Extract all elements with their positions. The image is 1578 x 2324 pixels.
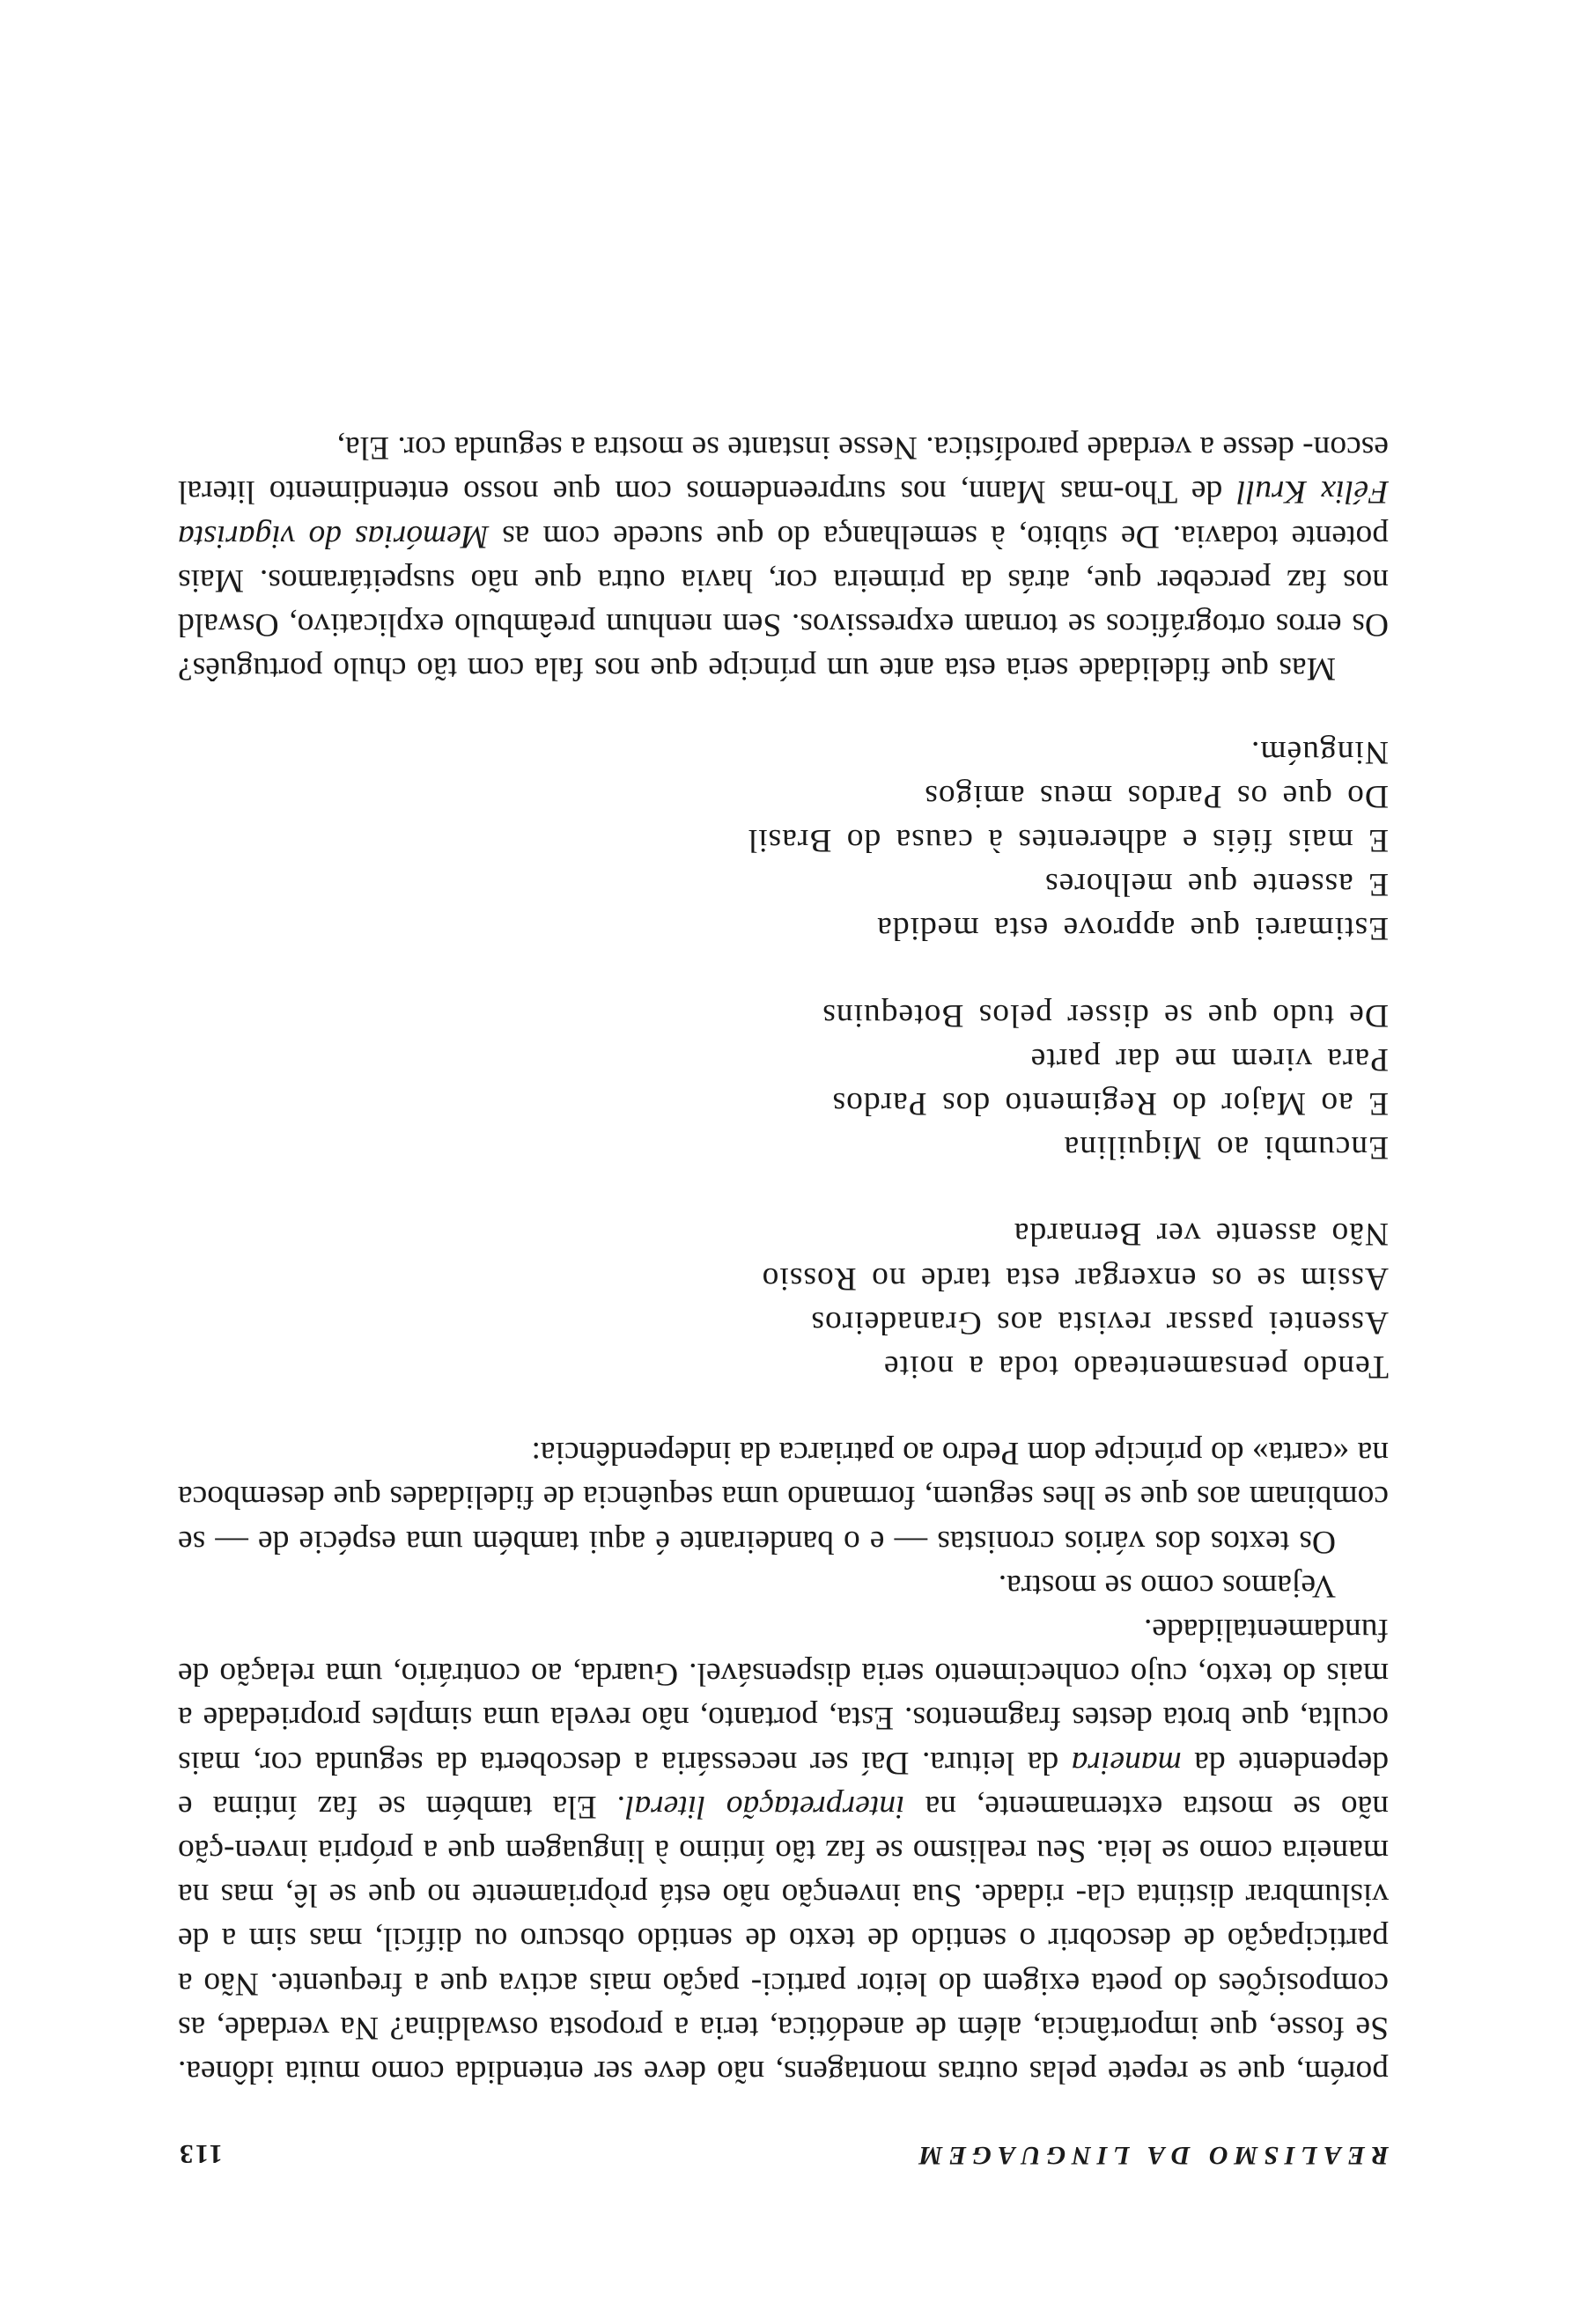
paragraph-3: [178, 425, 1389, 690]
verse-line: Para virem me dar parte: [1029, 1041, 1389, 1077]
stanza-1: [178, 1211, 1389, 1388]
text-line: muita idônea. Se fosse, que importância, além de anedótica, teria a proposta: [178, 2009, 1389, 2090]
text-line: ção não se mostra externamente, na: [177, 1788, 1389, 1869]
text-line: íntima e dependente da: [177, 1744, 1389, 1825]
verse-line: E ao Major do Regimento dos Pardos: [831, 1085, 1389, 1122]
paragraph-1: [178, 1607, 1389, 2093]
text-line: seria dispensável. Guarda, ao contrário, uma relação de fundamentalidade.: [177, 1611, 1389, 1693]
text-line: . Ela também se faz: [317, 1788, 626, 1825]
text-line: da segunda cor, mais oculta, que brota destes fragmentos. Esta, portanto,: [177, 1700, 1389, 1781]
text-line: de Tho-: [1113, 474, 1237, 511]
verse-line: Estimarei que approve esta medida: [876, 910, 1389, 947]
italic-title: Memórias do vigarista Félix Krull: [178, 474, 1389, 555]
text-line: não revela uma simples propriedade a mais do texto, cujo conhecimento: [178, 1656, 1389, 1737]
text-line: de fidelidades que desemboca na «carta» do príncipe dom Pedro ao patriarca: [178, 1435, 1389, 1516]
running-head: [178, 2126, 1389, 2170]
text-line: de texto de sentido obscuro ou difícil, mas sim a de vislumbrar distinta cla-: [178, 1877, 1389, 1958]
text-line: Vejamos como se mostra.: [998, 1567, 1336, 1604]
text-line: Os textos dos vários cronistas — e o bandeirante é aqui também uma: [405, 1523, 1336, 1560]
verse-line: Assentei passar revista aos Granadeiros: [810, 1304, 1389, 1341]
page-number: 113: [178, 2139, 223, 2170]
text-line: como se leia. Seu realismo se faz tão íntimo à linguagem que a própria inven-: [224, 1832, 1273, 1869]
text-line: chulo português? Os erros ortográficos se tornam expressivos. Sem nenhum: [177, 607, 1389, 688]
text-line: oswaldina? Na verdade, as composições do poeta exigem do leitor partici-: [178, 1965, 1389, 2046]
verse-line: E mais fiéis e adherentes à causa do Brasil: [747, 821, 1389, 858]
verse-line: De tudo que se disser pelos Botequins: [822, 997, 1389, 1033]
paragraph-2: [178, 1430, 1389, 1563]
stanza-2: [178, 992, 1389, 1169]
text-line: mas Mann, nos surpreendemos com que nosso entendimento literal escon-: [178, 430, 1389, 511]
text-line: Mas que fidelidade seria esta ante um príncipe que nos fala com tão: [417, 651, 1336, 688]
text-line: preâmbulo explicativo, Oswald nos faz perceber que, atrás da primeira: [178, 562, 1389, 644]
text-line: cor, havia outra que não suspeitáramos. Mais potente todavia. De súbito,: [177, 518, 1389, 599]
verse-line: E assente que melhores: [1044, 866, 1389, 903]
text-line: ridade. Sua invenção não está pròpriamente no que se lê, mas na maneira: [177, 1832, 1389, 1914]
text-line: da independência:: [531, 1435, 771, 1472]
body-text: [178, 425, 1389, 2093]
text-line: espécie de — se combinam aos que se lhes seguem, formando uma sequência: [178, 1479, 1389, 1560]
verse-line: Ninguém.: [1250, 733, 1389, 770]
verse-line: Encumbi ao Miquilina: [1063, 1129, 1389, 1166]
text-line: desse a verdade parodística. Nesse instante se mostra a segunda cor. Ela,: [336, 430, 1294, 467]
text-line: pação mais activa que a frequente. Não a participação de descobrir o sentido: [177, 1921, 1389, 2002]
verse-line: Assim se os enxergar esta tarde no Rossio: [761, 1260, 1389, 1297]
text-line: à semelhança do que sucede com as: [489, 518, 1006, 555]
stanza-3: [178, 729, 1389, 950]
paragraph-1-end: [178, 1563, 1389, 1607]
italic-phrase: interpretação literal: [625, 1788, 905, 1825]
text-line: da leitura. Daí ser necessária a descoberta: [480, 1744, 1072, 1781]
text-line: porém, que se repete pelas outras montagens, não deve ser entendida como: [371, 2054, 1389, 2090]
verse-line: Do que os Pardos meus amigos: [924, 777, 1389, 814]
quoted-letter-poem: [178, 729, 1389, 1388]
verse-line: Tendo pensamenteado toda a noite: [882, 1348, 1389, 1385]
running-head-title: REALISMO DA LINGUAGEM: [912, 2141, 1389, 2170]
verse-line: Não assente ver Bernarda: [1013, 1216, 1389, 1253]
italic-phrase: maneira: [1071, 1744, 1182, 1781]
